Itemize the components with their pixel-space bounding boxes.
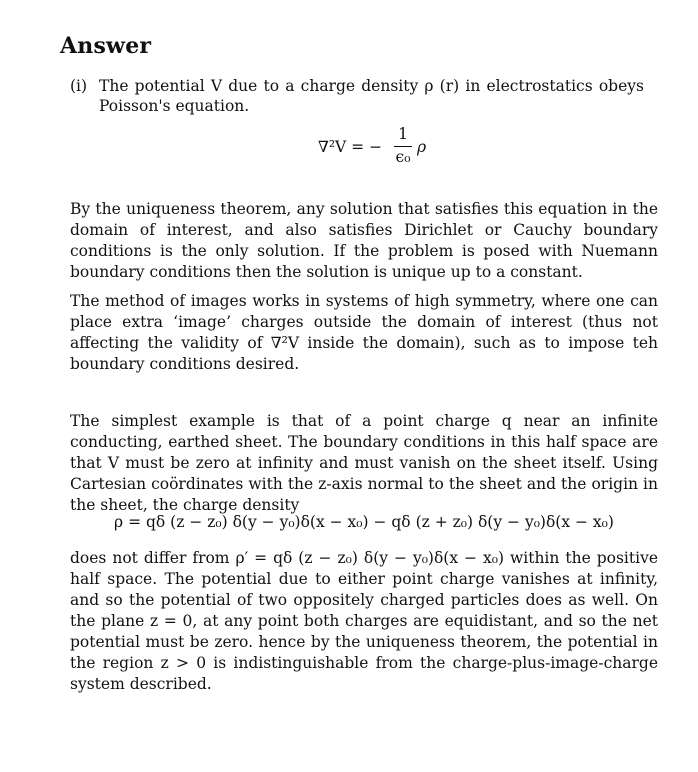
poisson-numerator: 1 <box>398 125 408 143</box>
poisson-lhs: ∇²V = − <box>318 138 383 156</box>
fraction-bar <box>394 146 412 147</box>
poisson-denominator: ϵ₀ <box>395 148 411 166</box>
poisson-equation <box>300 125 440 169</box>
answer-heading: Answer <box>60 33 152 59</box>
charge-density-equation: ρ = qδ (z − z₀) δ(y − y₀)δ(x − x₀) − qδ (z + z₀) δ(y − y₀)δ(x − x₀) <box>114 513 614 531</box>
part-i-label: (i) <box>70 77 88 95</box>
poisson-rhs: ρ <box>417 138 427 156</box>
conclusion-paragraph: does not differ from ρ′ = qδ (z − z₀) δ(y − y₀)δ(x − x₀) within the positive half space. The potential due to either point charge vanishes at infinity, and so the potential of two oppositely charged particles does as well. On the plane z = 0, at any point both charges are equidistant, and so the net potential must be zero. hence by the uniqueness theorem, the potential in the region z > 0 is indistinguishable from the charge-plus-image-charge system described. <box>70 549 658 693</box>
part-i-text: The potential V due to a charge density ρ (r) in electrostatics obeys Poisson's equation. <box>99 77 644 115</box>
images-paragraph: The method of images works in systems of high symmetry, where one can place extra ‘image’ charges outside the domain of interest (thus not affecting the validity of ∇²V inside the domain), such as to impose teh boundary conditions desired. <box>70 292 658 373</box>
example-paragraph: The simplest example is that of a point charge q near an infinite conducting, earthed sheet. The boundary conditions in this half space are that V must be zero at infinity and must vanish on the sheet itself. Using Cartesian coördinates with the z-axis normal to the sheet and the origin in the sheet, the charge density <box>70 412 658 514</box>
poisson-fraction <box>392 125 414 169</box>
uniqueness-paragraph: By the uniqueness theorem, any solution that satisfies this equation in the domain of interest, and also satisfies Dirichlet or Cauchy boundary conditions is the only solution. If the problem is posed with Nuemann boundary conditions then the solution is unique up to a constant. <box>70 200 658 281</box>
